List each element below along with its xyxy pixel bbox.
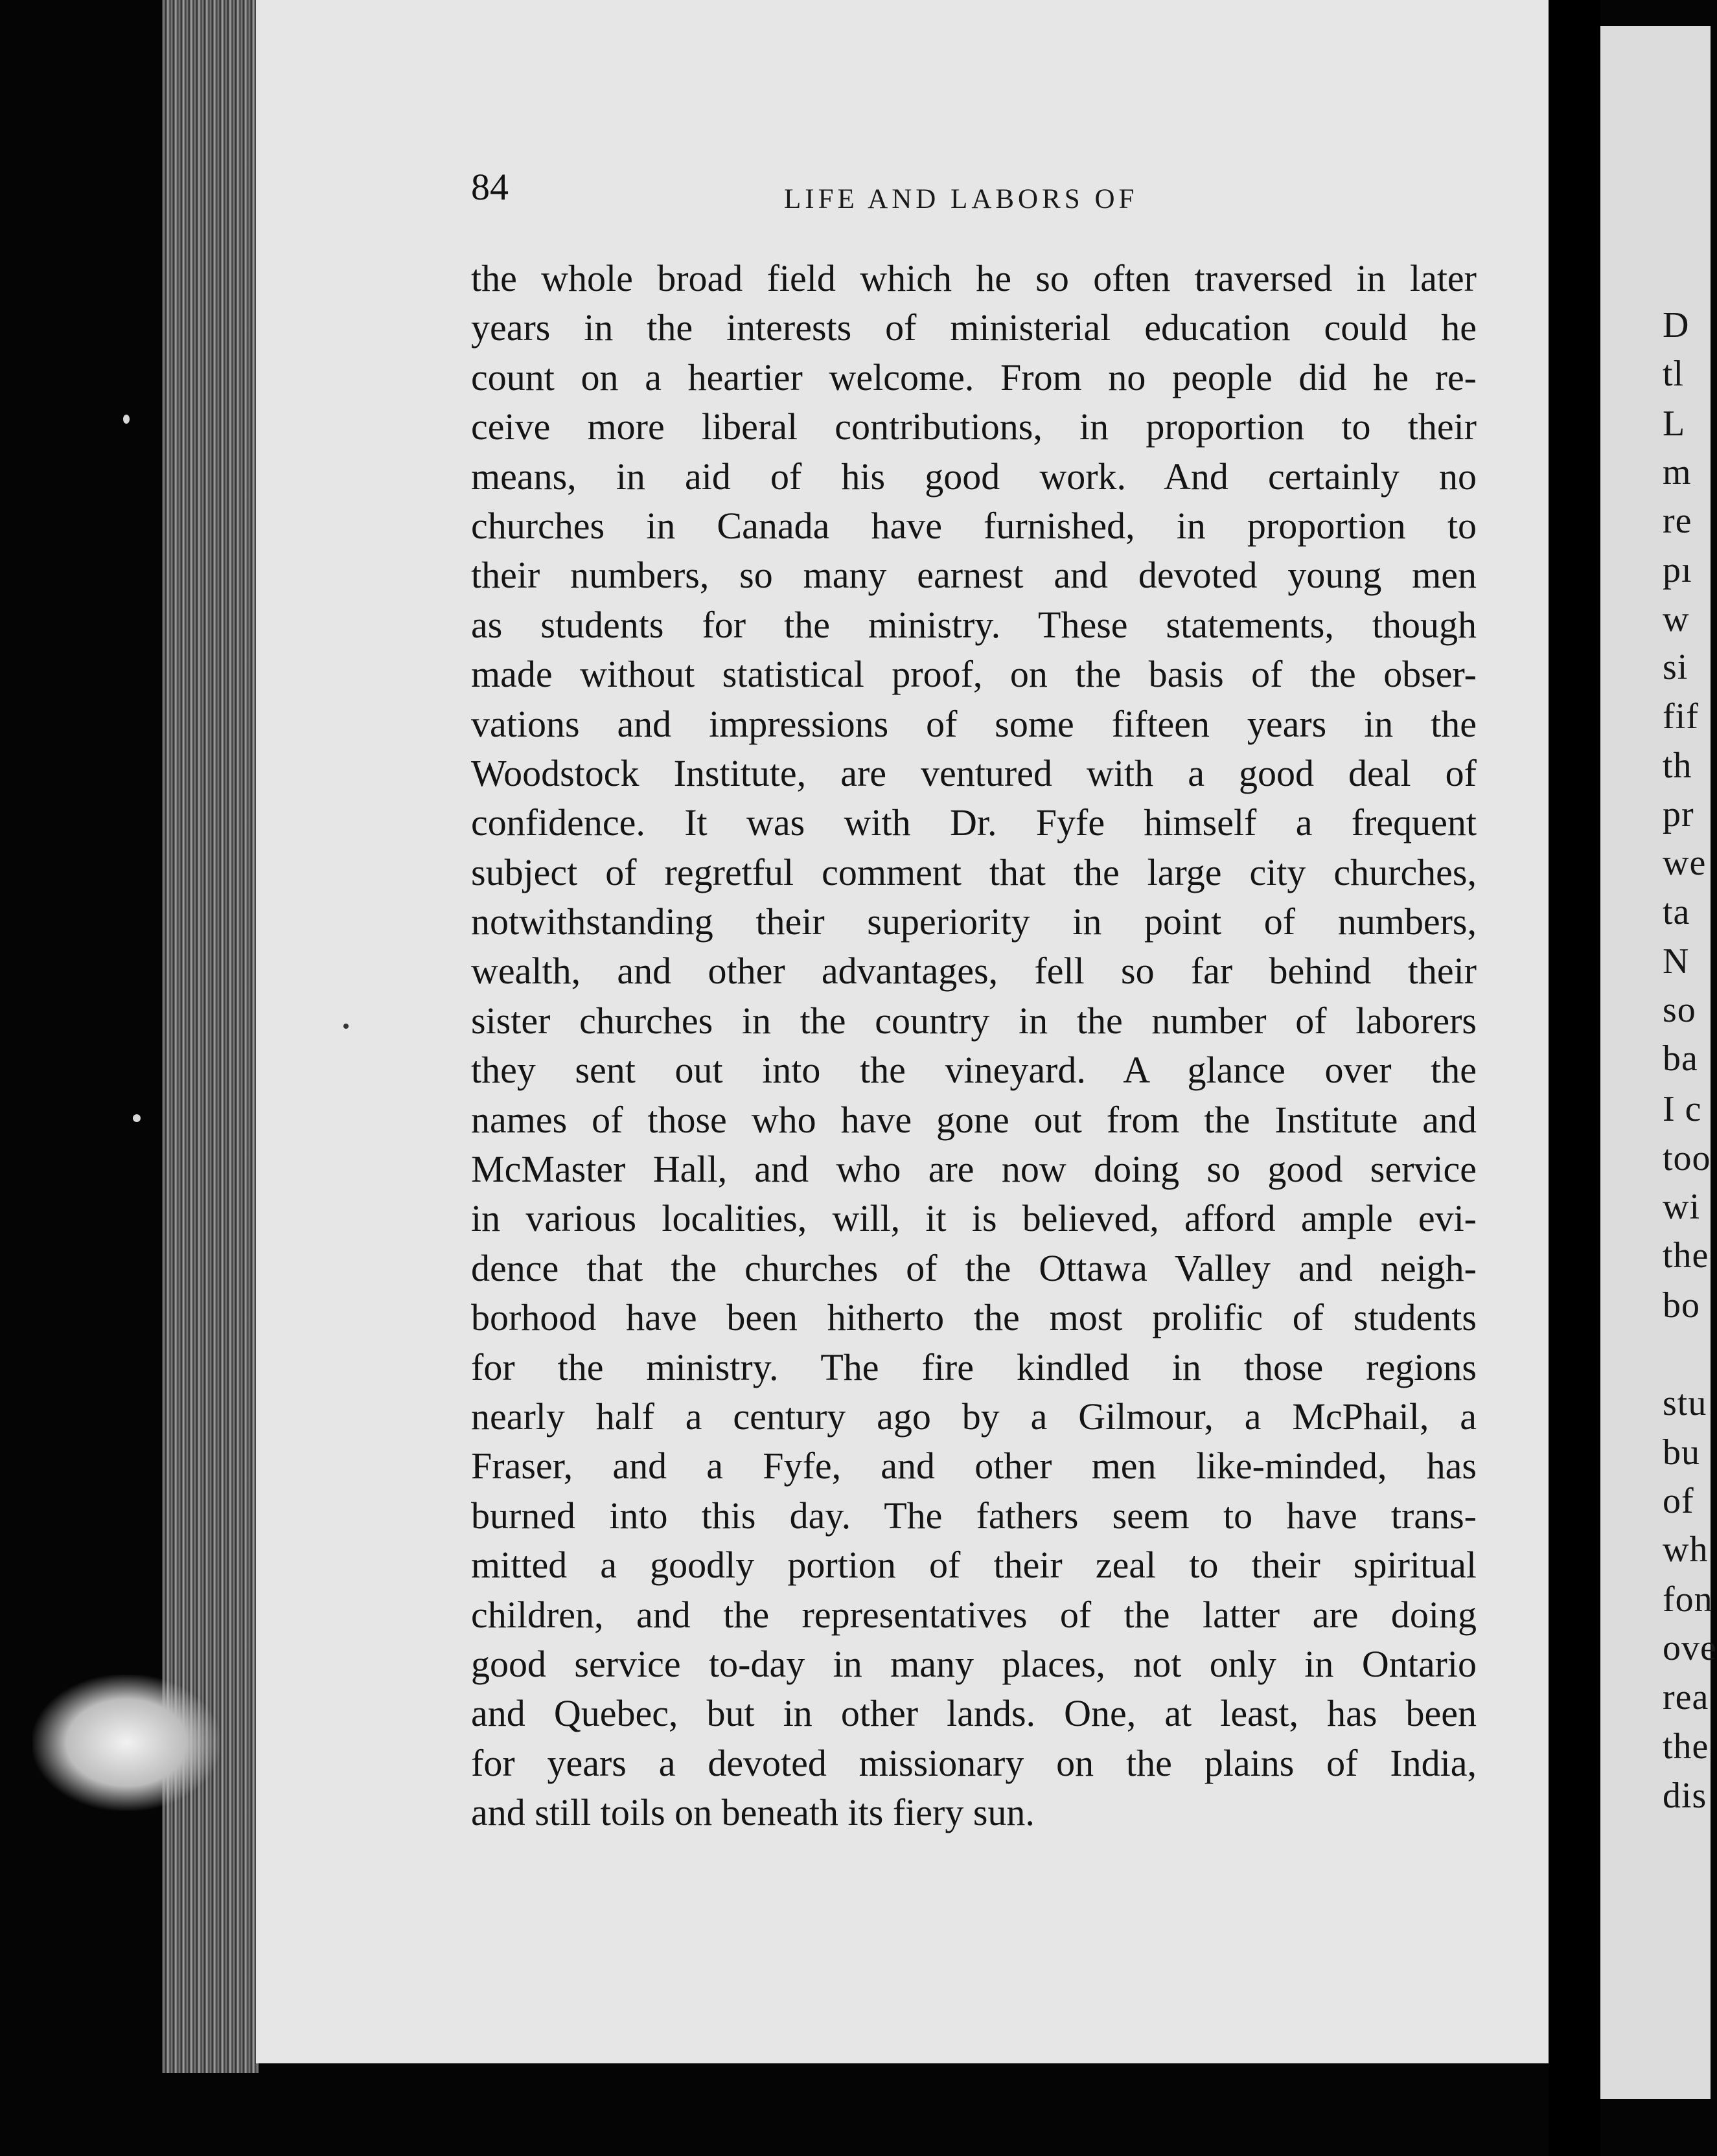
next-page-fragment: ba xyxy=(1663,1038,1698,1079)
text-line: and Quebec, but in other lands. One, at least, has been xyxy=(471,1692,1477,1735)
text-line: sister churches in the country in the number of laborers xyxy=(471,999,1477,1042)
book-page-right-partial xyxy=(1600,26,1717,2099)
text-line: means, in aid of his good work. And certainly no xyxy=(471,455,1477,498)
text-line: confidence. It was with Dr. Fyfe himself a frequent xyxy=(471,801,1477,844)
text-line: names of those who have gone out from the Institute and xyxy=(471,1098,1477,1141)
next-page-fragment: fon xyxy=(1663,1579,1713,1620)
text-line: the whole broad field which he so often traversed in later xyxy=(471,257,1477,299)
text-line: years in the interests of ministerial education could he xyxy=(471,306,1477,349)
text-line: good service to-day in many places, not only in Ontario xyxy=(471,1642,1477,1685)
next-page-fragment: bu xyxy=(1663,1432,1700,1473)
next-page-fragment: D xyxy=(1663,305,1690,345)
text-line: wealth, and other advantages, fell so far behind their xyxy=(471,950,1477,992)
text-line: their numbers, so many earnest and devoted young men xyxy=(471,554,1477,597)
text-line: borhood have been hitherto the most prolific of students xyxy=(471,1296,1477,1339)
next-page-fragment: bo xyxy=(1663,1285,1700,1325)
next-page-fragment: pı xyxy=(1663,550,1692,590)
next-page-fragment: m xyxy=(1663,452,1692,492)
text-line: subject of regretful comment that the large city churches, xyxy=(471,851,1477,893)
next-page-fragment: w xyxy=(1663,599,1690,639)
text-line: as students for the ministry. These statements, though xyxy=(471,603,1477,646)
next-page-fragment: the xyxy=(1663,1235,1709,1276)
text-line: mitted a goodly portion of their zeal to their spiritual xyxy=(471,1544,1477,1587)
next-page-fragment: pr xyxy=(1663,794,1694,834)
next-page-fragment: too xyxy=(1663,1138,1711,1178)
next-page-fragment: dis xyxy=(1663,1776,1707,1816)
next-page-fragment: of xyxy=(1663,1481,1694,1521)
text-line: nearly half a century ago by a Gilmour, a McPhail, a xyxy=(471,1395,1477,1438)
text-line: McMaster Hall, and who are now doing so good service xyxy=(471,1148,1477,1191)
text-line: for years a devoted missionary on the plains of India, xyxy=(471,1741,1477,1784)
next-page-fragment: th xyxy=(1663,746,1692,786)
next-page-fragment: I c xyxy=(1663,1089,1702,1129)
next-page-fragment: ove xyxy=(1663,1628,1717,1668)
text-line: vations and impressions of some fifteen years in the xyxy=(471,702,1477,745)
next-page-fragment: N xyxy=(1663,941,1690,981)
text-line: and still toils on beneath its fiery sun. xyxy=(471,1791,1035,1834)
text-line: notwithstanding their superiority in point of numbers, xyxy=(471,900,1477,943)
paper-damage-blot xyxy=(32,1675,220,1811)
next-page-fragment: wi xyxy=(1663,1187,1700,1227)
text-line: Fraser, and a Fyfe, and other men like-minded, has xyxy=(471,1445,1477,1487)
next-page-fragment: re xyxy=(1663,501,1692,541)
text-line: count on a heartier welcome. From no people did he re- xyxy=(471,356,1477,398)
next-page-fragment: ta xyxy=(1663,892,1690,932)
next-page-fragment: fif xyxy=(1663,696,1699,737)
stray-mark xyxy=(123,415,130,424)
next-page-fragment: the xyxy=(1663,1726,1709,1767)
next-page-fragment: so xyxy=(1663,990,1696,1030)
text-line: Woodstock Institute, are ventured with a good deal of xyxy=(471,751,1477,794)
next-page-fragment: wh xyxy=(1663,1530,1709,1570)
body-text xyxy=(471,254,1477,1838)
text-line: for the ministry. The fire kindled in those regions xyxy=(471,1346,1477,1388)
text-line: made without statistical proof, on the basis of the obser- xyxy=(471,653,1477,696)
text-line: dence that the churches of the Ottawa Valley and neigh- xyxy=(471,1246,1477,1289)
next-page-fragment: rea xyxy=(1663,1677,1709,1717)
stray-mark xyxy=(133,1114,141,1122)
next-page-fragment: we xyxy=(1663,843,1707,883)
next-page-fragment: tl xyxy=(1663,354,1685,394)
text-line: burned into this day. The fathers seem to have trans- xyxy=(471,1494,1477,1537)
text-line: in various localities, will, it is believed, afford ample evi- xyxy=(471,1197,1477,1240)
text-line: children, and the representatives of the latter are doing xyxy=(471,1593,1477,1636)
stray-mark xyxy=(343,1024,349,1029)
next-page-fragment: L xyxy=(1663,404,1686,444)
running-head: LIFE AND LABORS OF xyxy=(784,184,1138,214)
text-line: churches in Canada have furnished, in proportion to xyxy=(471,504,1477,547)
text-line: ceive more liberal contributions, in proportion to their xyxy=(471,406,1477,448)
page-number: 84 xyxy=(471,166,509,208)
book-gutter xyxy=(1549,0,1600,2156)
text-line: they sent out into the vineyard. A glance over the xyxy=(471,1049,1477,1092)
next-page-fragment: si xyxy=(1663,647,1688,687)
next-page-fragment: stu xyxy=(1663,1383,1707,1423)
